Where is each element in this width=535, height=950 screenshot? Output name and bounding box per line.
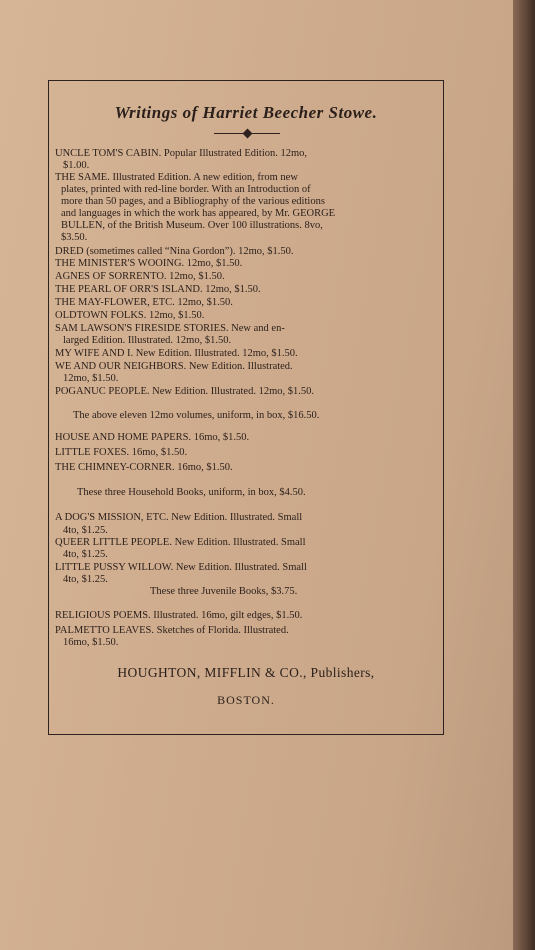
book-entry-line: RELIGIOUS POEMS. Illustrated. 16mo, gilt edges, $1.50. — [55, 610, 303, 621]
book-spine-edge — [513, 0, 535, 950]
book-entry-line: THE PEARL OF ORR'S ISLAND. 12mo, $1.50. — [55, 284, 261, 295]
book-entry-line: THE MINISTER'S WOOING. 12mo, $1.50. — [55, 258, 243, 269]
book-entry-line: BULLEN, of the British Museum. Over 100 illustrations. 8vo, — [61, 220, 323, 231]
page-title: Writings of Harriet Beecher Stowe. — [114, 103, 378, 122]
book-entry-line: 4to, $1.25. — [63, 525, 108, 536]
book-entry-line: larged Edition. Illustrated. 12mo, $1.50. — [63, 335, 232, 346]
book-entry-line: WE AND OUR NEIGHBORS. New Edition. Illustrated. — [55, 361, 293, 372]
book-entry-line: These three Juvenile Books, $3.75. — [150, 586, 298, 597]
book-entry-line: HOUSE AND HOME PAPERS. 16mo, $1.50. — [55, 432, 250, 443]
book-entry-line: 4to, $1.25. — [63, 549, 108, 560]
book-entry-line: THE MAY-FLOWER, ETC. 12mo, $1.50. — [55, 297, 233, 308]
book-entry-line: THE SAME. Illustrated Edition. A new edition, from new — [55, 172, 298, 183]
publisher-line: HOUGHTON, MIFFLIN & CO., Publishers, — [117, 665, 375, 680]
book-entry-line: LITTLE PUSSY WILLOW. New Edition. Illustrated. Small — [55, 562, 307, 573]
book-entry-line: 4to, $1.25. — [63, 574, 108, 585]
book-entry-line: DRED (sometimes called “Nina Gordon”). 12mo, $1.50. — [55, 246, 294, 257]
publisher-city: BOSTON. — [217, 693, 275, 707]
book-entry-line: These three Household Books, uniform, in box, $4.50. — [77, 487, 306, 498]
book-entry-line: SAM LAWSON'S FIRESIDE STORIES. New and en- — [55, 323, 285, 334]
book-entry-line: and languages in which the work has appeared, by Mr. GEORGE — [61, 208, 336, 219]
book-entry-line: 12mo, $1.50. — [63, 373, 119, 384]
book-entry-line: QUEER LITTLE PEOPLE. New Edition. Illustrated. Small — [55, 537, 306, 548]
book-entry-line: $1.00. — [63, 160, 90, 171]
book-entry-line: plates, printed with red-line border. With an Introduction of — [61, 184, 311, 195]
book-entry-line: OLDTOWN FOLKS. 12mo, $1.50. — [55, 310, 205, 321]
book-entry-line: The above eleven 12mo volumes, uniform, in box, $16.50. — [73, 410, 320, 421]
book-entry-line: PALMETTO LEAVES. Sketches of Florida. Illustrated. — [55, 625, 289, 636]
book-entry-line: $3.50. — [61, 232, 88, 243]
ornament-divider — [214, 130, 280, 138]
book-entry-line: 16mo, $1.50. — [63, 637, 119, 648]
book-entry-line: POGANUC PEOPLE. New Edition. Illustrated. 12mo, $1.50. — [55, 386, 314, 397]
book-entry-line: UNCLE TOM'S CABIN. Popular Illustrated Edition. 12mo, — [55, 148, 308, 159]
book-entry-line: AGNES OF SORRENTO. 12mo, $1.50. — [55, 271, 225, 282]
book-entry-line: MY WIFE AND I. New Edition. Illustrated. 12mo, $1.50. — [55, 348, 298, 359]
book-entry-line: LITTLE FOXES. 16mo, $1.50. — [55, 447, 188, 458]
book-entry-line: A DOG'S MISSION, ETC. New Edition. Illustrated. Small — [55, 512, 303, 523]
book-entry-line: more than 50 pages, and a Bibliography of the various editions — [61, 196, 325, 207]
book-entry-line: THE CHIMNEY-CORNER. 16mo, $1.50. — [55, 462, 233, 473]
